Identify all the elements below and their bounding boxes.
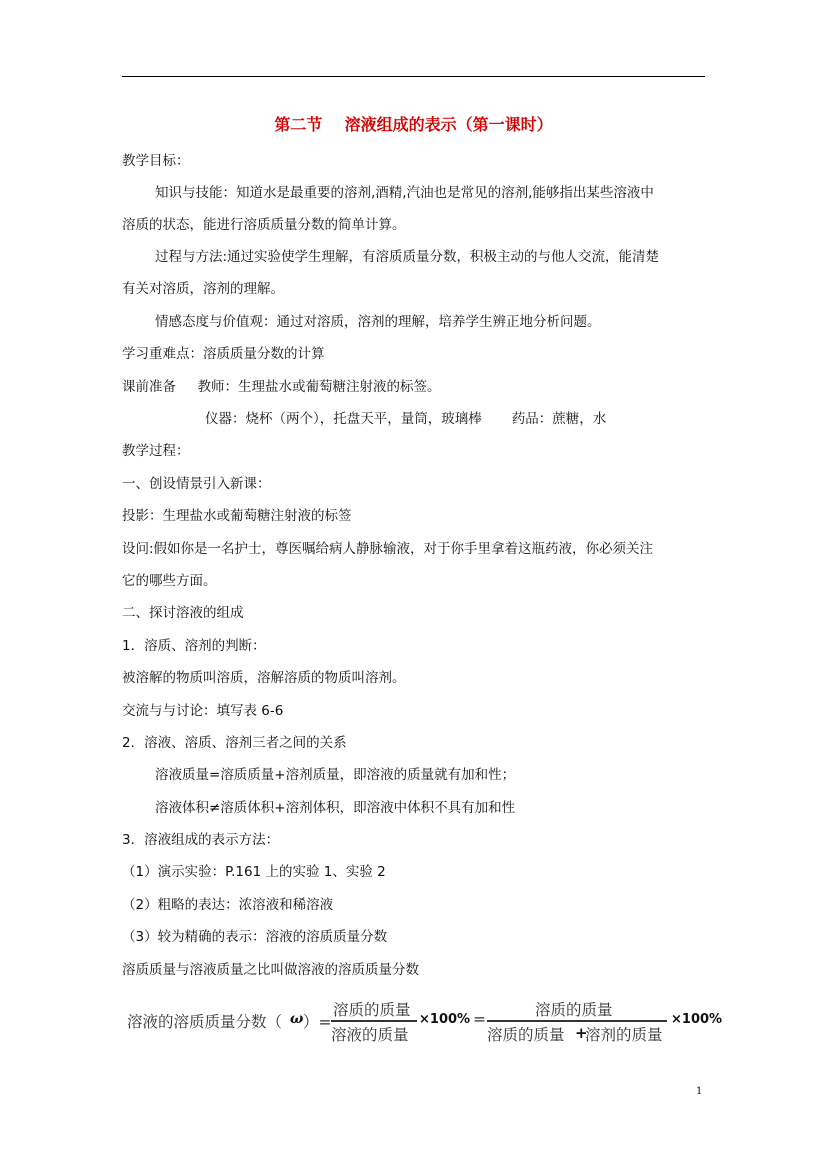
fraction2-denominator-solvent: 溶剂的质量 <box>585 1026 663 1044</box>
text-line: 有关对溶质，溶剂的理解。 <box>122 281 284 297</box>
text-line: 学习重难点：溶质质量分数的计算 <box>122 346 325 362</box>
formula-lhs: 溶液的溶质质量分数（ <box>127 1013 283 1031</box>
text-line: 教学目标： <box>122 153 190 169</box>
text-line: 被溶解的物质叫溶质，溶解溶质的物质叫溶剂。 <box>122 670 406 686</box>
fraction1-numerator: 溶质的质量 <box>333 1001 411 1019</box>
text-line: 设问:假如你是一名护士，尊医嘱给病人静脉输液，对于你手里拿着这瓶药液，你必须关注 <box>122 541 654 557</box>
text-line: 2．溶液、溶质、溶剂三者之间的关系 <box>122 735 347 751</box>
mass-fraction-formula <box>127 998 727 1046</box>
text-line: 过程与方法:通过实验使学生理解，有溶质质量分数，积极主动的与他人交流，能清楚 <box>155 249 660 265</box>
fraction2-denominator-solute: 溶质的质量 <box>487 1026 565 1044</box>
text-line: 知识与技能：知道水是最重要的溶剂,酒精,汽油也是常见的溶剂,能够指出某些溶液中 <box>155 185 654 201</box>
page-title: 第二节 溶液组成的表示（第一课时） <box>274 115 553 134</box>
text-line: 教学过程： <box>122 443 190 459</box>
text-line: （3）较为精确的表示：溶液的溶质质量分数 <box>122 929 388 945</box>
text-line: （1）演示实验：P.161 上的实验 1、实验 2 <box>122 864 386 880</box>
header-rule <box>122 76 705 77</box>
text-line: （2）粗略的表达：浓溶液和稀溶液 <box>122 897 334 913</box>
text-line: 溶质质量与溶液质量之比叫做溶液的溶质质量分数 <box>122 962 419 978</box>
text-line: 投影：生理盐水或葡萄糖注射液的标签 <box>122 508 352 524</box>
formula-equals: ）= <box>303 1013 332 1031</box>
text-line: 溶液质量=溶质质量+溶剂质量，即溶液的质量就有加和性； <box>155 767 516 783</box>
text-line: 溶液体积≠溶质体积+溶剂体积，即溶液中体积不具有加和性 <box>155 800 516 816</box>
fraction2-bar <box>487 1020 667 1022</box>
page-number: 1 <box>696 1086 703 1097</box>
text-line: 1．溶质、溶剂的判断： <box>122 638 266 654</box>
fraction1-denominator: 溶液的质量 <box>331 1026 409 1044</box>
text-line: 它的哪些方面。 <box>122 573 217 589</box>
times-100-percent-2: ×100% <box>671 1012 723 1027</box>
text-line: 交流与与讨论：填写表 6-6 <box>122 703 284 719</box>
text-line: 仪器：烧杯（两个），托盘天平，量筒，玻璃棒 药品：蔗糖，水 <box>205 411 607 427</box>
text-line: 3．溶液组成的表示方法： <box>122 832 280 848</box>
text-line: 情感态度与价值观：通过对溶质，溶剂的理解，培养学生辨正地分析问题。 <box>155 314 601 330</box>
omega-symbol: ω <box>290 1011 304 1027</box>
plus-sign: + <box>575 1024 588 1042</box>
fraction2-numerator: 溶质的质量 <box>535 1001 613 1019</box>
fraction1-bar <box>331 1020 417 1022</box>
formula-equals-2: = <box>473 1010 486 1028</box>
text-line: 课前准备 教师：生理盐水或葡萄糖注射液的标签。 <box>122 379 441 395</box>
times-100-percent: ×100% <box>419 1012 471 1027</box>
text-line: 一、创设情景引入新课： <box>122 476 271 492</box>
text-line: 二、探讨溶液的组成 <box>122 605 244 621</box>
text-line: 溶质的状态，能进行溶质质量分数的简单计算。 <box>122 217 406 233</box>
